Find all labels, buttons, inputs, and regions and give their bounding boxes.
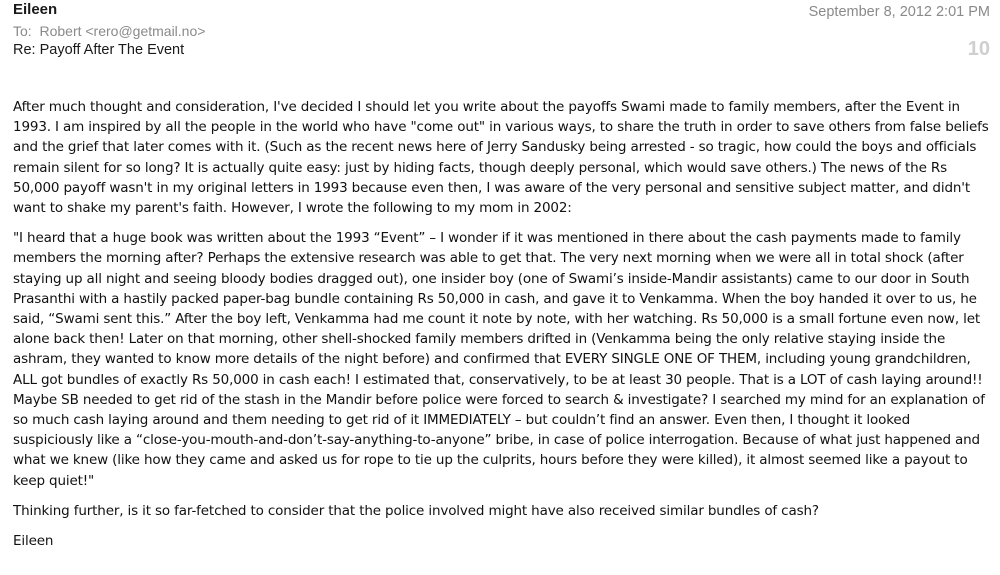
body-paragraph: "I heard that a huge book was written about the 1993 “Event” – I wonder if it was mentioned in there about the cash payments made to family members the morning after? Perhaps the extensive research was able to get that. The very next morning when we were all in total shock (after staying up all night and seeing bloody bodies dragged out), one insider boy (one of Swami’s inside-Mandir assistants) came to our door in South Prasanthi with a hastily packed paper-bag bundle containing Rs 50,000 in cash, and gave it to Venkamma. When the boy handed it over to us, he said, “Swami sent this.” After the boy left, Venkamma had me count it note by note, with her watching. Rs 50,000 is a small fortune even now, let alone back then! Later on that morning, other shell-shocked family members drifted in (Venkamma being the only relative staying inside the ashram, they wanted to know more details of the night before) and confirmed that EVERY SINGLE ONE OF THEM, including young grandchildren, ALL got bundles of exactly Rs 50,000 in cash each! I estimated that, conservatively, to be at least 30 people. That is a LOT of cash laying around!! Maybe SB needed to get rid of the stash in the Mandir before police were forced to search & investigate? I searched my mind for an explanation of so much cash laying around and them needing to get rid of it IMMEDIATELY – but couldn’t find an answer. Even then, I thought it looked suspiciously like a “close-you-mouth-and-don’t-say-anything-to-anyone” bribe, in case of police interrogation. Because of what just happened and what we knew (like how they came and asked us for rope to tie up the culprits, hours before they were killed), it almost seemed like a payout to keep quiet!" bbox=[13, 230, 985, 489]
recipient-line bbox=[13, 23, 205, 39]
email-subject: Re: Payoff After The Event bbox=[13, 42, 185, 58]
to-label: To: bbox=[13, 23, 32, 39]
email-header bbox=[0, 0, 1000, 70]
sent-date: September 8, 2012 2:01 PM bbox=[808, 4, 990, 20]
recipient-address[interactable]: Robert <rero@getmail.no> bbox=[39, 23, 206, 39]
message-number: 10 bbox=[967, 38, 990, 60]
signature: Eileen bbox=[13, 533, 54, 550]
email-body bbox=[13, 97, 993, 551]
body-paragraph: Thinking further, is it so far-fetched to consider that the police involved might have also received similar bundles of cash? bbox=[13, 502, 819, 519]
sender-name[interactable]: Eileen bbox=[13, 1, 58, 18]
body-paragraph: After much thought and consideration, I've decided I should let you write about the payoffs Swami made to family members, after the Event in 1993. I am inspired by all the people in the world who have "come out" in various ways, to share the truth in order to save others from false beliefs and the grief that later comes with it. (Such as the recent news here of Jerry Sandusky being arrested - so tragic, how could the boys and officials remain silent for so long? It is actually quite easy: just by hiding facts, though deeply personal, which would save others.) The news of the Rs 50,000 payoff wasn't in my original letters in 1993 because even then, I was aware of the very personal and sensitive subject matter, and didn't want to shake my parent's faith. However, I wrote the following to my mom in 2002: bbox=[13, 99, 989, 217]
